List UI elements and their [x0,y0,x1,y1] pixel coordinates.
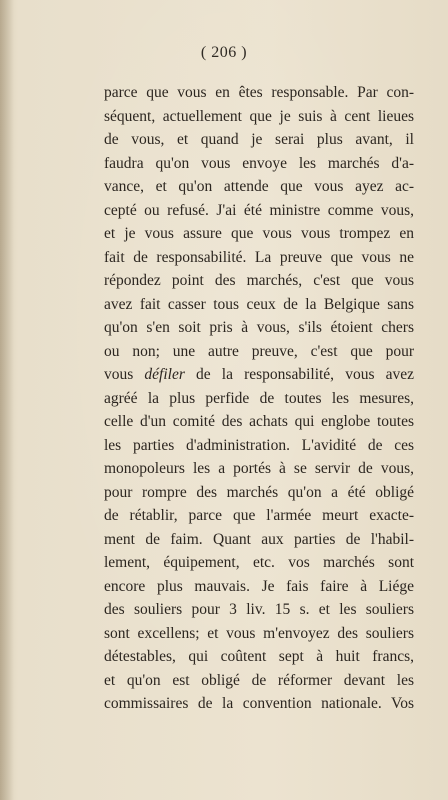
text-line-italic-word [104,363,414,387]
text-line: détestables, qui coûtent sept à huit francs, [104,648,414,665]
text-line: vance, et qu'on attende que vous ayez ac- [104,178,414,195]
text-line: et qu'on est obligé de réformer devant les [104,671,414,689]
text-line: lement, équipement, etc. vos marchés sont [104,554,414,571]
text-line: encore plus mauvais. Je fais faire à Liége [104,577,414,595]
page-number: ( 206 ) [200,44,248,61]
page-gutter-shadow [0,0,14,800]
text-line: monopoleurs les a portés à se servir de vous, [104,460,414,477]
text-line: de vous, et quand je serai plus avant, il [104,131,414,148]
text-line: ment de faim. Quant aux parties de l'habil- [104,530,414,548]
text-line: pour rompre des marchés qu'on a été obligé [104,483,414,501]
italic-word: défiler [144,366,185,383]
text-line: avez fait casser tous ceux de la Belgique sans [104,295,414,313]
text-segment: de la responsabilité, vous avez [184,366,414,383]
body-text [104,81,414,716]
text-line: fait de responsabilité. La preuve que vous ne [104,248,414,266]
text-line: répondez point des marchés, c'est que vous [104,272,414,289]
text-line: qu'on s'en soit pris à vous, s'ils étoient chers [104,319,414,336]
text-line: agréé la plus perfide de toutes les mesures, [104,389,414,407]
text-line: de rétablir, parce que l'armée meurt exacte- [104,507,414,524]
text-line: sont excellens; et vous m'envoyez des souliers [104,624,414,642]
text-line: celle d'un comité des achats qui englobe toutes [104,413,414,430]
text-line: parce que vous en êtes responsable. Par con- [104,84,414,101]
text-line: ou non; une autre preuve, c'est que pour [104,342,414,360]
text-line: et je vous assure que vous vous trompez en [104,225,414,242]
text-line: cepté ou refusé. J'ai été ministre comme vous, [104,201,414,219]
text-line: commissaires de la convention nationale. Vos [104,695,414,712]
text-line: les parties d'administration. L'avidité de ces [104,436,414,454]
text-line: faudra qu'on vous envoye les marchés d'a- [104,154,414,172]
text-line: séquent, actuellement que je suis à cent lieues [104,107,414,125]
text-line: des souliers pour 3 liv. 15 s. et les souliers [104,601,414,618]
text-segment: vous [104,366,145,383]
